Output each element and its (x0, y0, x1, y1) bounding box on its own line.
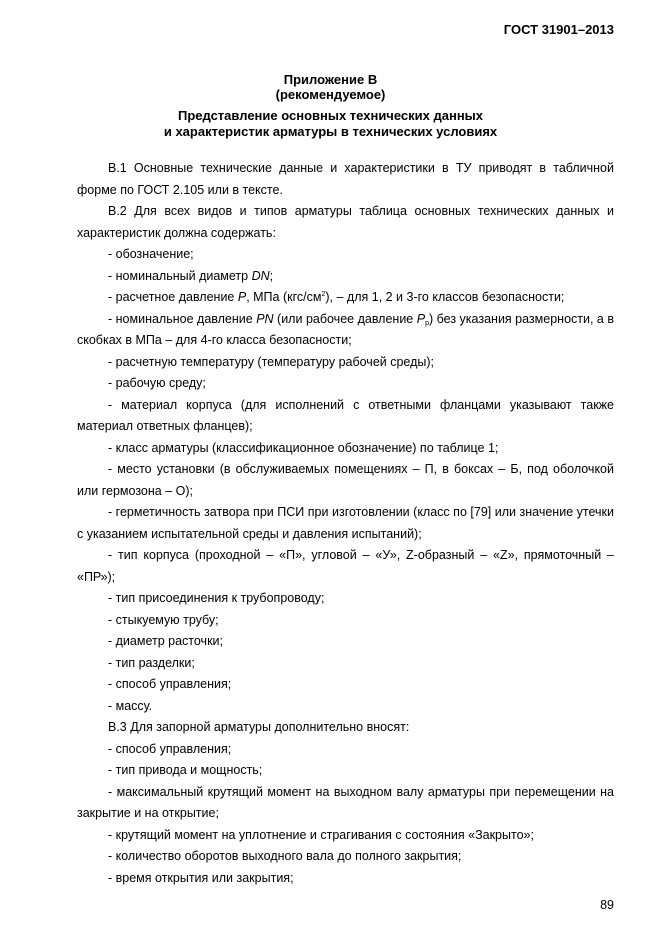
list-item: - место установки (в обслуживаемых помещениях – П, в боксах – Б, под оболочкой или гермозона – О); (77, 462, 614, 498)
list-item: - крутящий момент на уплотнение и страгивания с состояния «Закрыто»; (108, 827, 534, 842)
list-item: - тип корпуса (проходной – «П», угловой – «У», Z-образный – «Z», прямоточный – «ПР»); (77, 548, 614, 584)
paragraph-b1: В.1 Основные технические данные и характеристики в ТУ приводят в табличной форме по ГОСТ 2.105 или в тексте. (77, 161, 614, 197)
list-item: - способ управления; (108, 741, 232, 756)
list-item: - номинальный диаметр DN; (108, 268, 274, 283)
appendix-subtitle (0, 108, 661, 140)
appendix-subtitle-line2: и характеристик арматуры в технических условиях (163, 124, 498, 139)
list-item: - расчетное давление P, МПа $(кгс/см^2)$, – для 1, 2 и 3-го классов безопасности; (108, 290, 565, 304)
list-item: - время открытия или закрытия; (108, 870, 294, 885)
list-item: - обозначение; (108, 247, 194, 261)
list-item: - диаметр расточки; (108, 634, 223, 648)
paragraph-b3: В.3 Для запорной арматуры дополнительно вносят: (108, 720, 410, 734)
list-item: - способ управления; (108, 677, 232, 691)
list-item: - максимальный крутящий момент на выходном валу арматуры при перемещении на закрытие и на открытие; (77, 784, 614, 820)
list-item: - количество оборотов выходного вала до полного закрытия; (108, 849, 462, 863)
list-item: - расчетную температуру (температуру рабочей среды); (108, 354, 435, 369)
paragraph-b2: В.2 Для всех видов и типов арматуры таблица основных технических данных и характеристик должна содержать: (77, 204, 614, 240)
page-number: 89 (600, 898, 614, 912)
list-item: - тип разделки; (108, 655, 195, 670)
list-item: - тип привода и мощность; (108, 763, 263, 777)
list-item: - номинальное давление PN (или рабочее давление $P_р$) без указания размерности, а в скобках в МПа – для 4-го класса безопасности; (77, 311, 614, 347)
list-item: - массу. (108, 698, 153, 713)
list-item: - герметичность затвора при ПСИ при изготовлении (класс по [79] или значение утечки с указанием испытательной среды и давления испытаний); (77, 505, 614, 541)
list-item: - тип присоединения к трубопроводу; (108, 591, 325, 605)
body-text (77, 158, 614, 889)
list-item: - рабочую среду; (108, 376, 206, 390)
appendix-status: (рекомендуемое) (275, 87, 386, 102)
document-id: ГОСТ 31901–2013 (503, 22, 614, 37)
appendix-subtitle-line1: Представление основных технических данных (177, 108, 484, 123)
list-item: - стыкуемую трубу; (108, 612, 219, 627)
list-item: - класс арматуры (классификационное обозначение) по таблице 1; (108, 440, 499, 455)
list-item: - материал корпуса (для исполнений с ответными фланцами указывают также материал ответных фланцев); (77, 397, 614, 433)
appendix-title: Приложение В (283, 72, 378, 87)
appendix-heading (0, 72, 661, 102)
